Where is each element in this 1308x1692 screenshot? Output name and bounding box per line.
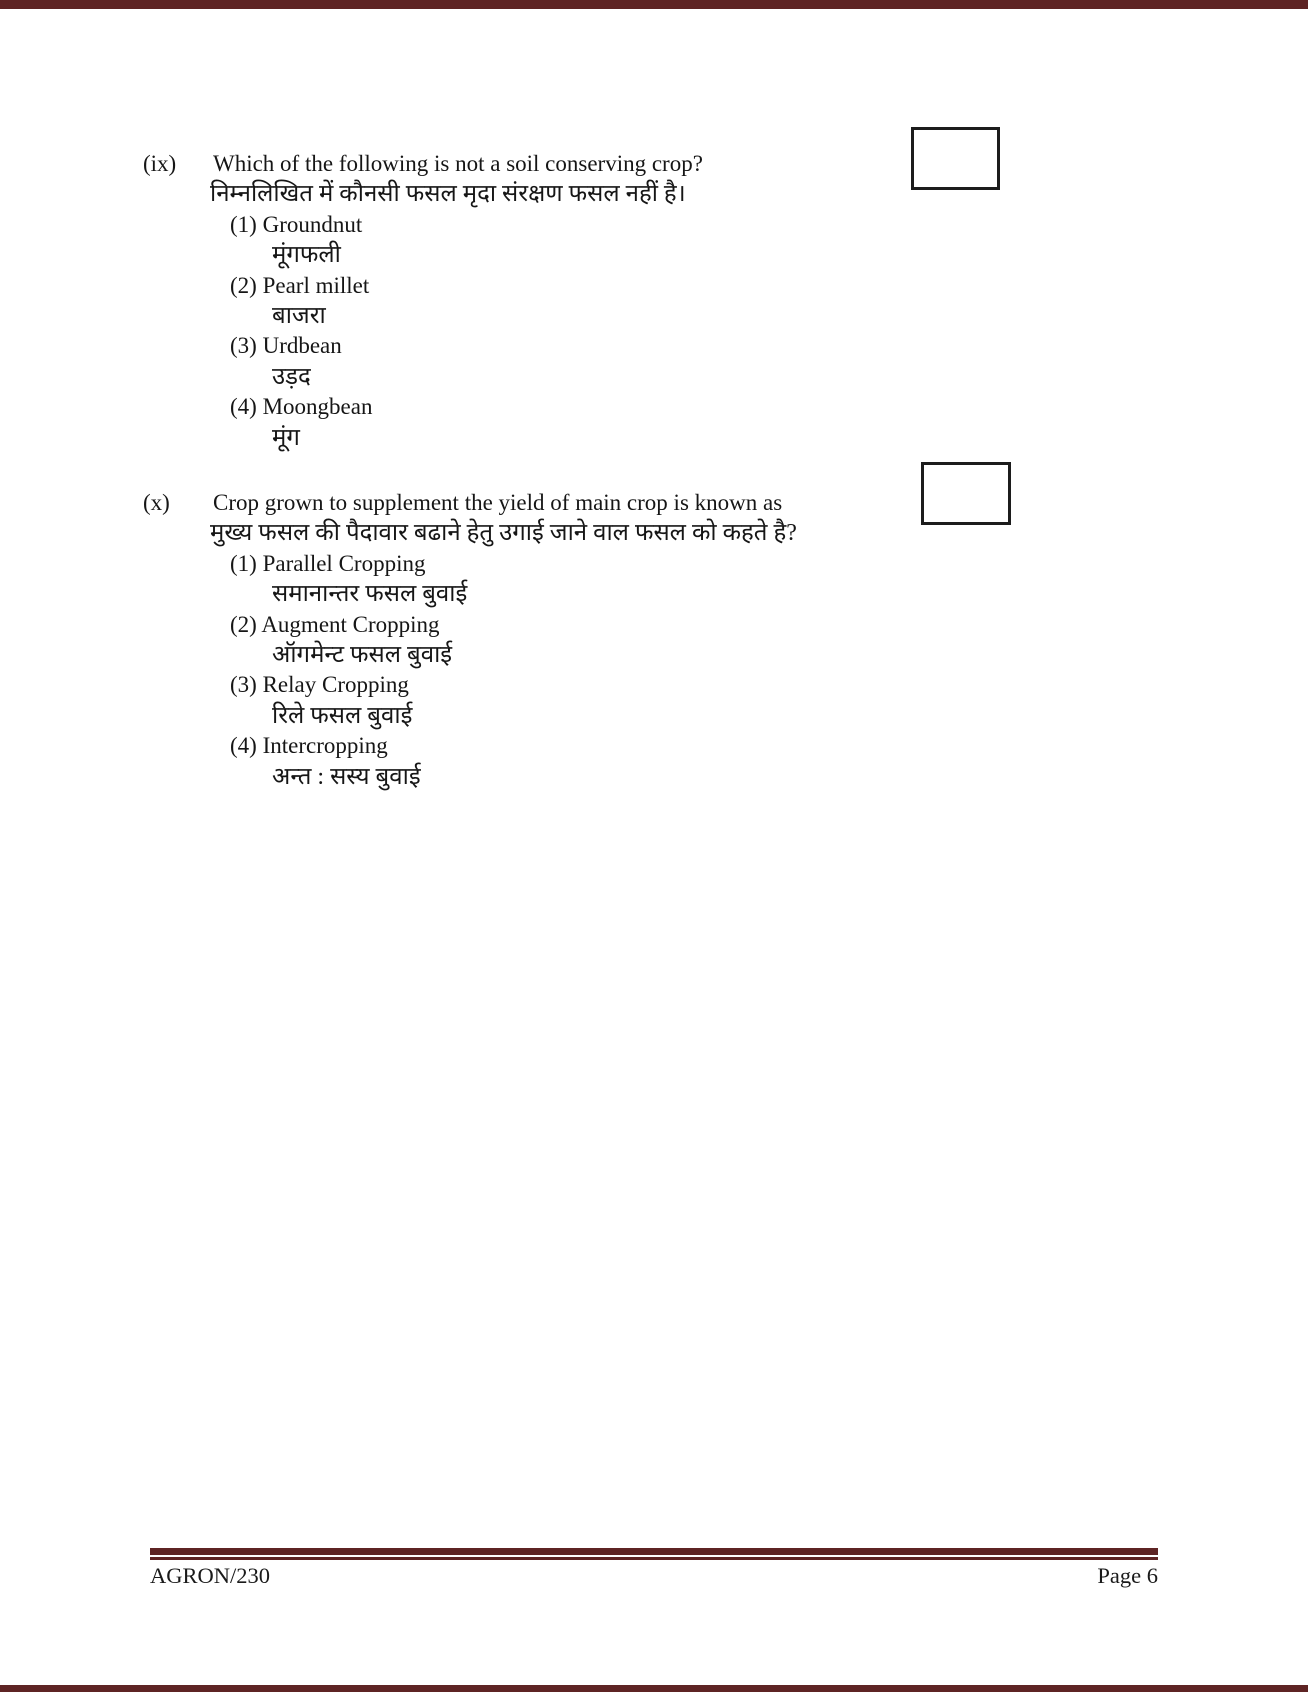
question-number: (ix) — [143, 151, 177, 176]
option-value-en: Parallel Cropping — [262, 550, 426, 576]
option-text-en — [0, 210, 1308, 240]
option-3 — [0, 331, 1308, 392]
answer-box-ix — [911, 127, 1000, 190]
option-1 — [0, 549, 1308, 610]
footer-rule — [150, 1548, 1158, 1560]
bottom-accent-bar — [0, 1685, 1308, 1692]
option-label: (2) — [230, 272, 257, 298]
option-text-en — [0, 331, 1308, 361]
question-text-en: Which of the following is not a soil conserving crop? — [213, 151, 703, 176]
footer-rule-thick — [150, 1548, 1158, 1555]
footer-rule-thin — [150, 1557, 1158, 1560]
option-text-en — [0, 670, 1308, 700]
question-text-en: Crop grown to supplement the yield of main crop is known as — [213, 490, 783, 515]
top-accent-bar — [0, 0, 1308, 9]
question-number: (x) — [143, 490, 170, 515]
option-text-hi — [0, 301, 1308, 331]
question-text-hi: मुख्य फसल की पैदावार बढाने हेतु उगाई जाने वाल फसल को कहते है? — [210, 520, 797, 547]
option-label: (2) — [230, 611, 257, 637]
option-value-hi: ऑगमेन्ट फसल बुवाई — [272, 641, 453, 668]
option-text-en — [0, 731, 1308, 761]
option-2 — [0, 271, 1308, 332]
option-text-en — [0, 549, 1308, 579]
option-3 — [0, 670, 1308, 731]
footer-course-code: AGRON/230 — [150, 1563, 271, 1588]
option-value-en: Relay Cropping — [262, 672, 409, 698]
option-4 — [0, 392, 1308, 453]
option-value-en: Urdbean — [262, 333, 342, 359]
option-value-en: Pearl millet — [262, 272, 370, 298]
option-label: (1) — [230, 211, 257, 237]
option-text-hi — [0, 240, 1308, 270]
question-line-hindi — [0, 179, 1308, 209]
option-value-hi: मूंग — [272, 424, 300, 451]
option-label: (4) — [230, 733, 257, 759]
option-text-hi — [0, 579, 1308, 609]
question-line — [0, 149, 1308, 179]
option-4 — [0, 731, 1308, 792]
option-value-hi: रिले फसल बुवाई — [272, 702, 413, 729]
option-text-hi — [0, 423, 1308, 453]
option-value-en: Augment Cropping — [261, 611, 440, 637]
question-ix — [0, 149, 1308, 453]
option-label: (1) — [230, 550, 257, 576]
question-line — [0, 488, 1308, 518]
option-value-hi: मूंगफली — [272, 242, 341, 269]
option-value-en: Moongbean — [262, 394, 373, 420]
option-text-en — [0, 271, 1308, 301]
question-text-hi: निम्नलिखित में कौनसी फसल मृदा संरक्षण फसल नहीं है। — [210, 181, 686, 208]
option-text-hi — [0, 362, 1308, 392]
option-value-en: Groundnut — [262, 211, 363, 237]
option-value-hi: बाजरा — [272, 302, 326, 329]
option-text-en — [0, 392, 1308, 422]
footer-page-number: Page 6 — [1097, 1563, 1158, 1588]
footer — [150, 1562, 1158, 1590]
option-label: (3) — [230, 333, 257, 359]
option-value-hi: समानान्तर फसल बुवाई — [272, 581, 468, 608]
option-value-hi: अन्त : सस्य बुवाई — [272, 763, 421, 790]
option-text-hi — [0, 701, 1308, 731]
option-label: (4) — [230, 394, 257, 420]
answer-box-x — [921, 462, 1011, 525]
option-1 — [0, 210, 1308, 271]
option-value-en: Intercropping — [262, 733, 388, 759]
question-x — [0, 488, 1308, 792]
option-text-en — [0, 610, 1308, 640]
option-text-hi — [0, 640, 1308, 670]
option-text-hi — [0, 762, 1308, 792]
option-value-hi: उड़द — [272, 363, 311, 390]
option-2 — [0, 610, 1308, 671]
question-line-hindi — [0, 518, 1308, 548]
option-label: (3) — [230, 672, 257, 698]
